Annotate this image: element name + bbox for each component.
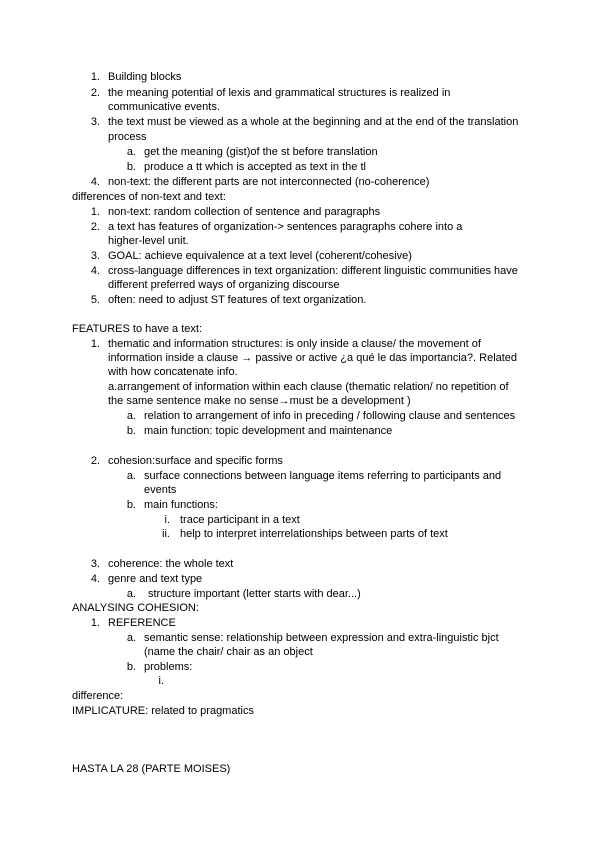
features-item4-text: genre and text type [108, 573, 203, 585]
list1-item3-line1: the text must be viewed as a whole at the beginning and at the end of the translation [108, 116, 519, 128]
list1-item1-number: 1. [90, 71, 100, 83]
list1-item3-line2: process [108, 131, 147, 143]
features-item2-roman-ii-numeral: ii. [162, 528, 170, 540]
features-item1-line2: information inside a clause → passive or active ¿a qué le das importancia?. Related [108, 352, 518, 364]
footer-note: HASTA LA 28 (PARTE MOISES) [72, 763, 231, 775]
features-item2-sub-b-text: main functions: [144, 499, 218, 511]
cohesion-item1-sub-b-letter: b. [126, 661, 136, 673]
features-item2-text: cohesion:surface and specific forms [108, 455, 283, 467]
cohesion-item1-sub-a-letter: a. [126, 632, 136, 644]
list1-item4-text: non-text: the different parts are not interconnected (no-coherence) [108, 176, 430, 188]
cohesion-item1-text: REFERENCE [108, 617, 176, 629]
cohesion-item1-sub-a-line1: semantic sense: relationship between expression and extra-linguistic bjct [144, 632, 499, 644]
difference-label: difference: [72, 690, 124, 702]
list1-item2-line2: communicative events. [108, 101, 220, 113]
cohesion-item1-roman-i-numeral: i. [158, 675, 164, 687]
list1-item1-text: Building blocks [108, 71, 182, 83]
differences-item2-line2: higher-level unit. [108, 235, 189, 247]
features-item2-roman-i-text: trace participant in a text [180, 514, 300, 526]
features-item4-number: 4. [90, 573, 100, 585]
differences-item5-text: often: need to adjust ST features of text organization. [108, 294, 367, 306]
features-item3-text: coherence: the whole text [108, 558, 234, 570]
list1-item3-number: 3. [90, 116, 100, 128]
list1-item3-sub-a-letter: a. [126, 146, 136, 158]
features-item3-number: 3. [90, 558, 100, 570]
differences-item4-line2: different preferred ways of organizing discourse [108, 279, 340, 291]
cohesion-item1-sub-a-line2: (name the chair/ chair as an object [144, 646, 313, 658]
features-item1-sub-b-text: main function: topic development and maintenance [144, 425, 393, 437]
list1-item3-sub-b-text: produce a tt which is accepted as text in the tl [144, 161, 366, 173]
cohesion-item1-sub-b-text: problems: [144, 661, 193, 673]
features-item2-roman-ii-text: help to interpret interrelationships between parts of text [180, 528, 448, 540]
features-item2-sub-a-letter: a. [126, 470, 136, 482]
differences-item2-line1: a text has features of organization-> sentences paragraphs cohere into a [108, 221, 463, 233]
cohesion-item1-number: 1. [90, 617, 100, 629]
features-item1-line4: a.arrangement of information within each clause (thematic relation/ no repetition of [108, 381, 509, 393]
features-item4-sub-a-letter: a. [126, 588, 136, 600]
differences-item5-number: 5. [90, 294, 100, 306]
features-item4-sub-a-text: structure important (letter starts with dear...) [148, 588, 361, 600]
differences-item4-number: 4. [90, 265, 100, 277]
list1-item2-line1: the meaning potential of lexis and grammatical structures is realized in [108, 87, 451, 99]
features-heading: FEATURES to have a text: [72, 323, 203, 335]
differences-item2-number: 2. [90, 221, 100, 233]
features-item2-sub-a-line1: surface connections between language items referring to participants and [144, 470, 502, 482]
cohesion-heading: ANALYSING COHESION: [72, 602, 199, 614]
features-item1-line3: with how concatenate info. [108, 366, 238, 378]
features-item1-sub-a-text: relation to arrangement of info in preceding / following clause and sentences [144, 410, 516, 422]
list1-item3-sub-a-text: get the meaning (gist)of the st before translation [144, 146, 378, 158]
features-item1-line1: thematic and information structures: is only inside a clause/ the movement of [108, 338, 481, 350]
differences-item1-text: non-text: random collection of sentence and paragraphs [108, 206, 381, 218]
implicature-line: IMPLICATURE: related to pragmatics [72, 705, 254, 717]
differences-heading: differences of non-text and text: [72, 191, 226, 203]
list1-item4-number: 4. [90, 176, 100, 188]
features-item2-sub-a-line2: events [144, 484, 177, 496]
differences-item1-number: 1. [90, 206, 100, 218]
list1-item2-number: 2. [90, 87, 100, 99]
differences-item3-number: 3. [90, 250, 100, 262]
features-item2-roman-i-numeral: i. [164, 514, 170, 526]
differences-item3-text: GOAL: achieve equivalence at a text level (coherent/cohesive) [108, 250, 412, 262]
features-item1-sub-b-letter: b. [126, 425, 136, 437]
differences-item4-line1: cross-language differences in text organization: different linguistic communities have [108, 265, 518, 277]
features-item2-sub-b-letter: b. [126, 499, 136, 511]
features-item1-number: 1. [90, 338, 100, 350]
list1-item3-sub-b-letter: b. [126, 161, 136, 173]
features-item2-number: 2. [90, 455, 100, 467]
features-item1-sub-a-letter: a. [126, 410, 136, 422]
features-item1-line5: the same sentence make no sense→must be a development ) [108, 395, 411, 407]
